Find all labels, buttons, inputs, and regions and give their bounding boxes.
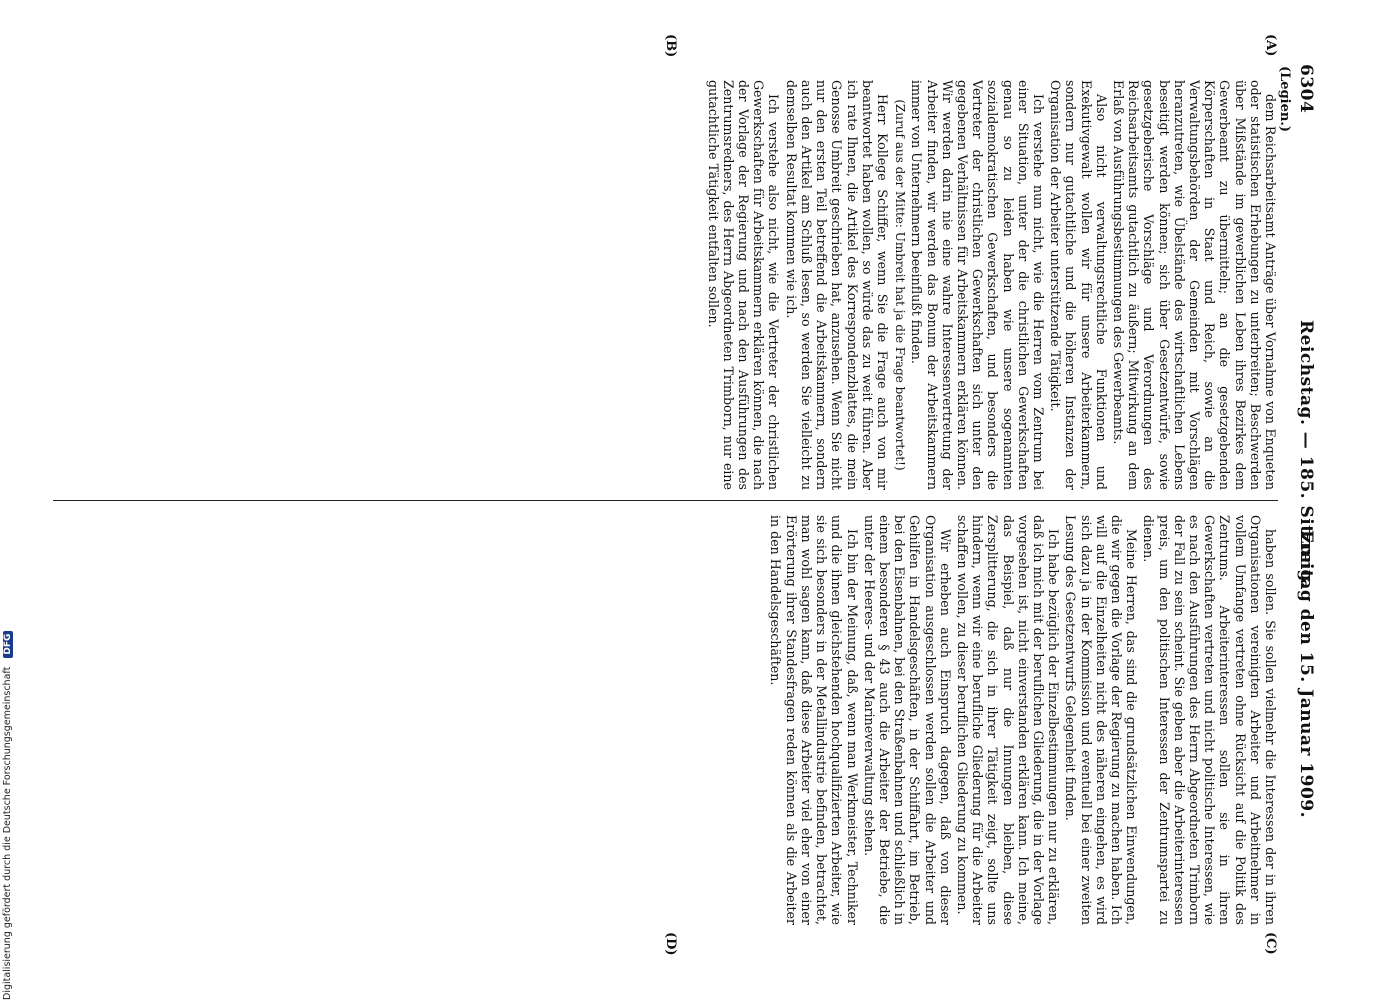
page-header [1292,60,1318,960]
interjection: (Zuruf aus der Mitte: Umbreit hat ja die Frage beantwortet!) [893,99,908,471]
paragraph: Ich verstehe also nicht, wie die Vertreter der christlichen Gewerkschaften für Arbeitskammern erklären können, die nach der Vorlage der Regierung und nach den Ausführungen des Zentrumsredners, des Herrn Abgeordneten Trimborn, nur eine gutachtliche Tätigkeit entfalten sollen. [705,80,782,490]
margin-mark-d: (D) [663,932,678,956]
running-title: Reichstag. — 185. Sitzung. [1296,320,1316,589]
paragraph: Herr Kollege Schiffer, wenn Sie die Frage auch von mir beantwortet haben wollen, so würde das zu weit führen. Aber ich rate Ihnen, die Artikel des Korrespondenzblattes, die mein Genosse Umbreit geschrieben hat, anzusehen. Wenn Sie nicht nur den ersten Teil betreffend die Arbeitskammern, sondern auch den Artikel am Schluß lesen, so werden Sie vielleicht zu demselben Resultat kommen wie ich. [783,80,890,490]
paragraph: haben sollen. Sie sollen vielmehr die Interessen der in ihren Organisationen vereinigten Arbeiter und Arbeitnehmer in vollem Umfange vertreten ohne Rücksicht auf die Politik des Zentrums. Arbeiterinteressen sollen sie in ihren Gewerkschaften vertreten und nicht politische Interessen, wie es nach den Ausführungen des Herrn Abgeordneten Trimborn der Fall zu sein scheint. Sie geben aber die Arbeiterinteressen preis, um den politischen Interessen der Zentrumspartei zu dienen. [1141,515,1278,925]
paragraph: Wir erheben auch Einspruch dagegen, daß von dieser Organisation ausgeschlossen werden sollen die Arbeiter und Gehilfen in Handelsgeschäften, in der Schiffahrt, im Betrieb, bei den Eisenbahnen, bei den Straßenbahnen und schließlich in einem besonderen § 43 auch die Arbeiter der Betriebe, die unter der Heeres- und der Marineverwaltung stehen. [861,515,953,925]
paragraph: Also nicht verwaltungsrechtliche Funktionen und Exekutivgewalt wollen wir für unsere Arbeiterkammern, sondern nur gutachtliche und die höheren Instanzen der Organisation der Arbeiter unterstützende Tätigkeit. [1048,80,1109,490]
digitization-credit [2,631,13,1000]
paragraph: Ich verstehe nun nicht, wie die Herren vom Zentrum bei einer Situation, unter der die christlichen Gewerkschaften genau so zu leiden haben wie unsere sogenannten sozialdemokratischen Gewerkschaften, und besonders die Vertreter der christlichen Gewerkschaften sich unter den gegebenen Verhältnissen für Arbeitskammern erklären können. Wir werden darin nie eine wahre Interessenvertretung der Arbeiter finden, wir werden das Bonum der Arbeitskammern immer von Unternehmern beeinflußt finden. [909,80,1046,490]
speaker-tag: (Legien.) [1277,66,1292,132]
paragraph: Meine Herren, das sind die grundsätzlichen Einwendungen, die wir gegen die Vorlage der Regierung zu machen haben. Ich will auf die Einzelheiten nicht des näheren eingehen, es wird sich dazu ja in der Kommission und eventuell bei einer zweiten Lesung des Gesetzentwurfs Gelegenheit finden. [1063,515,1140,925]
credit-text: Digitalisierung gefördert durch die Deutsche Forschungsgemeinschaft [2,666,13,1000]
paragraph: Ich habe bezüglich der Einzelbestimmungen nur zu erklären, daß ich mich mit der beruflichen Gliederung, die in der Vorlage vorgesehen ist, nicht einverstanden erklären kann. Ich meine, das Beispiel, daß nur die Innungen bleiben, diese Zersplitterung, die sich in ihrer Tätigkeit zeigt, sollte uns hindern, wenn wir eine berufliche Gliederung für die Arbeiter schaffen wollen, zu dieser beruflichen Gliederung zu kommen. [954,515,1062,925]
right-column [53,515,1278,925]
paragraph: dem Reichsarbeitsamt Anträge über Vornahme von Enqueten oder statistischen Erhebungen zu unterbreiten; Beschwerden über Mißstände im gewerblichen Leben ihres Bezirkes dem Gewerbeamt zu übermitteln; an die gesetzgebenden Körperschaften in Staat und Reich, sowie an die Verwaltungsbehörden der Gemeinden mit Vorschlägen heranzutreten, wie Übelstände des wirtschaftlichen Lebens beseitigt werden können; sich über Gesetzentwürfe, sowie gesetzgeberische Vorschläge und Verordnungen des Reichsarbeitsamts gutachtlich zu äußern; Mitwirkung an dem Erlaß von Ausführungsbestimmungen des Gewerbeamts. [1110,80,1278,490]
margin-mark-b: (B) [663,34,678,58]
rotated-page [58,34,1318,960]
margin-mark-c: (C) [1263,932,1278,955]
margin-mark-a: (A) [1263,34,1278,57]
page-number: 6304 [1296,64,1316,114]
paragraph: Ich bin der Meinung, daß, wenn man Werkmeister, Techniker und die ihnen gleichstehenden hochqualifizierten Arbeiter, wie sie sich besonders in der Metallindustrie befinden, betrachtet, man wohl sagen kann, daß diese Arbeiter viel eher von einer Erörterung ihrer Standesfragen reden können als die Arbeiter in den Handelsgeschäften. [768,515,860,925]
column-divider [53,500,1278,501]
dfg-logo: DFG [3,631,13,658]
left-column [53,80,1278,490]
session-date: Freitag den 15. Januar 1909. [1296,530,1316,819]
